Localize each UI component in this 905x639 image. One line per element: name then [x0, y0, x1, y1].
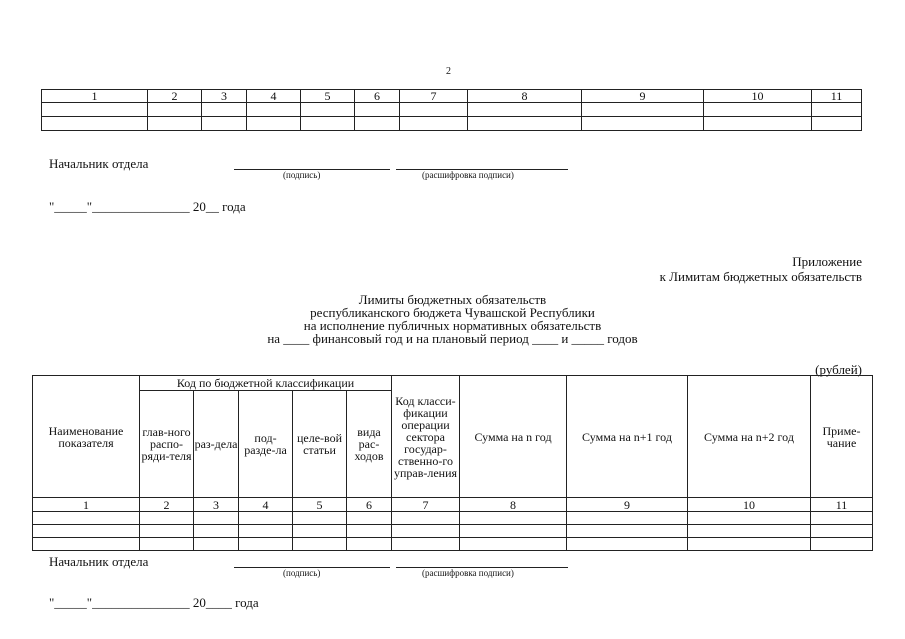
column-number: 7 — [392, 498, 460, 512]
date-year: 20__ года — [192, 199, 246, 214]
units-label: (рублей) — [815, 362, 862, 377]
signature-label: Начальник отдела — [49, 554, 149, 569]
continuation-table — [41, 89, 862, 131]
header-cell: 7 — [400, 90, 468, 103]
signature-caption: (подпись) — [283, 568, 321, 578]
column-number: 5 — [293, 498, 347, 512]
column-number: 6 — [347, 498, 392, 512]
date-field — [49, 595, 259, 611]
table-row — [33, 538, 873, 551]
col-operation-header: Код класси-фикации операции сектора государ-ственно-го управ-ления — [392, 376, 460, 498]
header-cell: 10 — [704, 90, 812, 103]
date-field — [49, 199, 246, 215]
col-subsection-header: под-разде-ла — [239, 391, 293, 498]
column-number: 9 — [567, 498, 688, 512]
appendix-line1: Приложение — [792, 254, 862, 269]
appendix-heading — [660, 254, 862, 284]
limits-table — [32, 375, 873, 551]
col-target-header: целе-вой статьи — [293, 391, 347, 498]
title-line2: республиканского бюджета Чувашской Республики — [310, 305, 595, 320]
appendix-line2: к Лимитам бюджетных обязательств — [659, 269, 862, 284]
signature-caption: (подпись) — [283, 170, 321, 180]
column-number: 2 — [140, 498, 194, 512]
header-cell: 8 — [468, 90, 582, 103]
column-number: 1 — [33, 498, 140, 512]
header-cell: 4 — [247, 90, 301, 103]
title-line4: на ____ финансовый год и на плановый период ____ и _____ годов — [267, 331, 638, 346]
column-number: 10 — [688, 498, 811, 512]
column-number-row — [33, 498, 873, 512]
table-header-row — [42, 90, 862, 103]
header-cell: 9 — [582, 90, 704, 103]
col-section-header: раз-дела — [194, 391, 239, 498]
signature-decode-caption: (расшифровка подписи) — [422, 568, 514, 578]
date-blank: "_____"_______________ — [49, 595, 190, 610]
table-row — [42, 103, 862, 117]
header-cell: 5 — [301, 90, 355, 103]
title-line3: на исполнение публичных нормативных обязательств — [303, 318, 602, 333]
header-cell: 11 — [812, 90, 862, 103]
header-cell: 3 — [202, 90, 247, 103]
column-number: 3 — [194, 498, 239, 512]
table-header-row — [33, 376, 873, 391]
date-blank: "_____"_______________ — [49, 199, 190, 214]
col-chief-header: глав-ного распо-ряди-теля — [140, 391, 194, 498]
column-number: 8 — [460, 498, 567, 512]
col-sum-n-header: Сумма на n год — [460, 376, 567, 498]
header-cell: 6 — [355, 90, 400, 103]
header-cell: 1 — [42, 90, 148, 103]
table-row — [33, 512, 873, 525]
table-row — [33, 525, 873, 538]
page-number: 2 — [446, 66, 451, 77]
title-line1: Лимиты бюджетных обязательств — [358, 292, 547, 307]
budget-code-group-header: Код по бюджетной классификации — [140, 376, 392, 391]
table-row — [42, 117, 862, 131]
header-cell: 2 — [148, 90, 202, 103]
document-title — [0, 293, 905, 345]
col-note-header: Приме-чание — [811, 376, 873, 498]
col-name-header: Наименование показателя — [33, 376, 140, 498]
signature-decode-caption: (расшифровка подписи) — [422, 170, 514, 180]
col-expense-header: вида рас-ходов — [347, 391, 392, 498]
col-sum-n2-header: Сумма на n+2 год — [688, 376, 811, 498]
signature-label: Начальник отдела — [49, 156, 149, 171]
column-number: 4 — [239, 498, 293, 512]
column-number: 11 — [811, 498, 873, 512]
col-sum-n1-header: Сумма на n+1 год — [567, 376, 688, 498]
date-year: 20____ года — [192, 595, 259, 610]
